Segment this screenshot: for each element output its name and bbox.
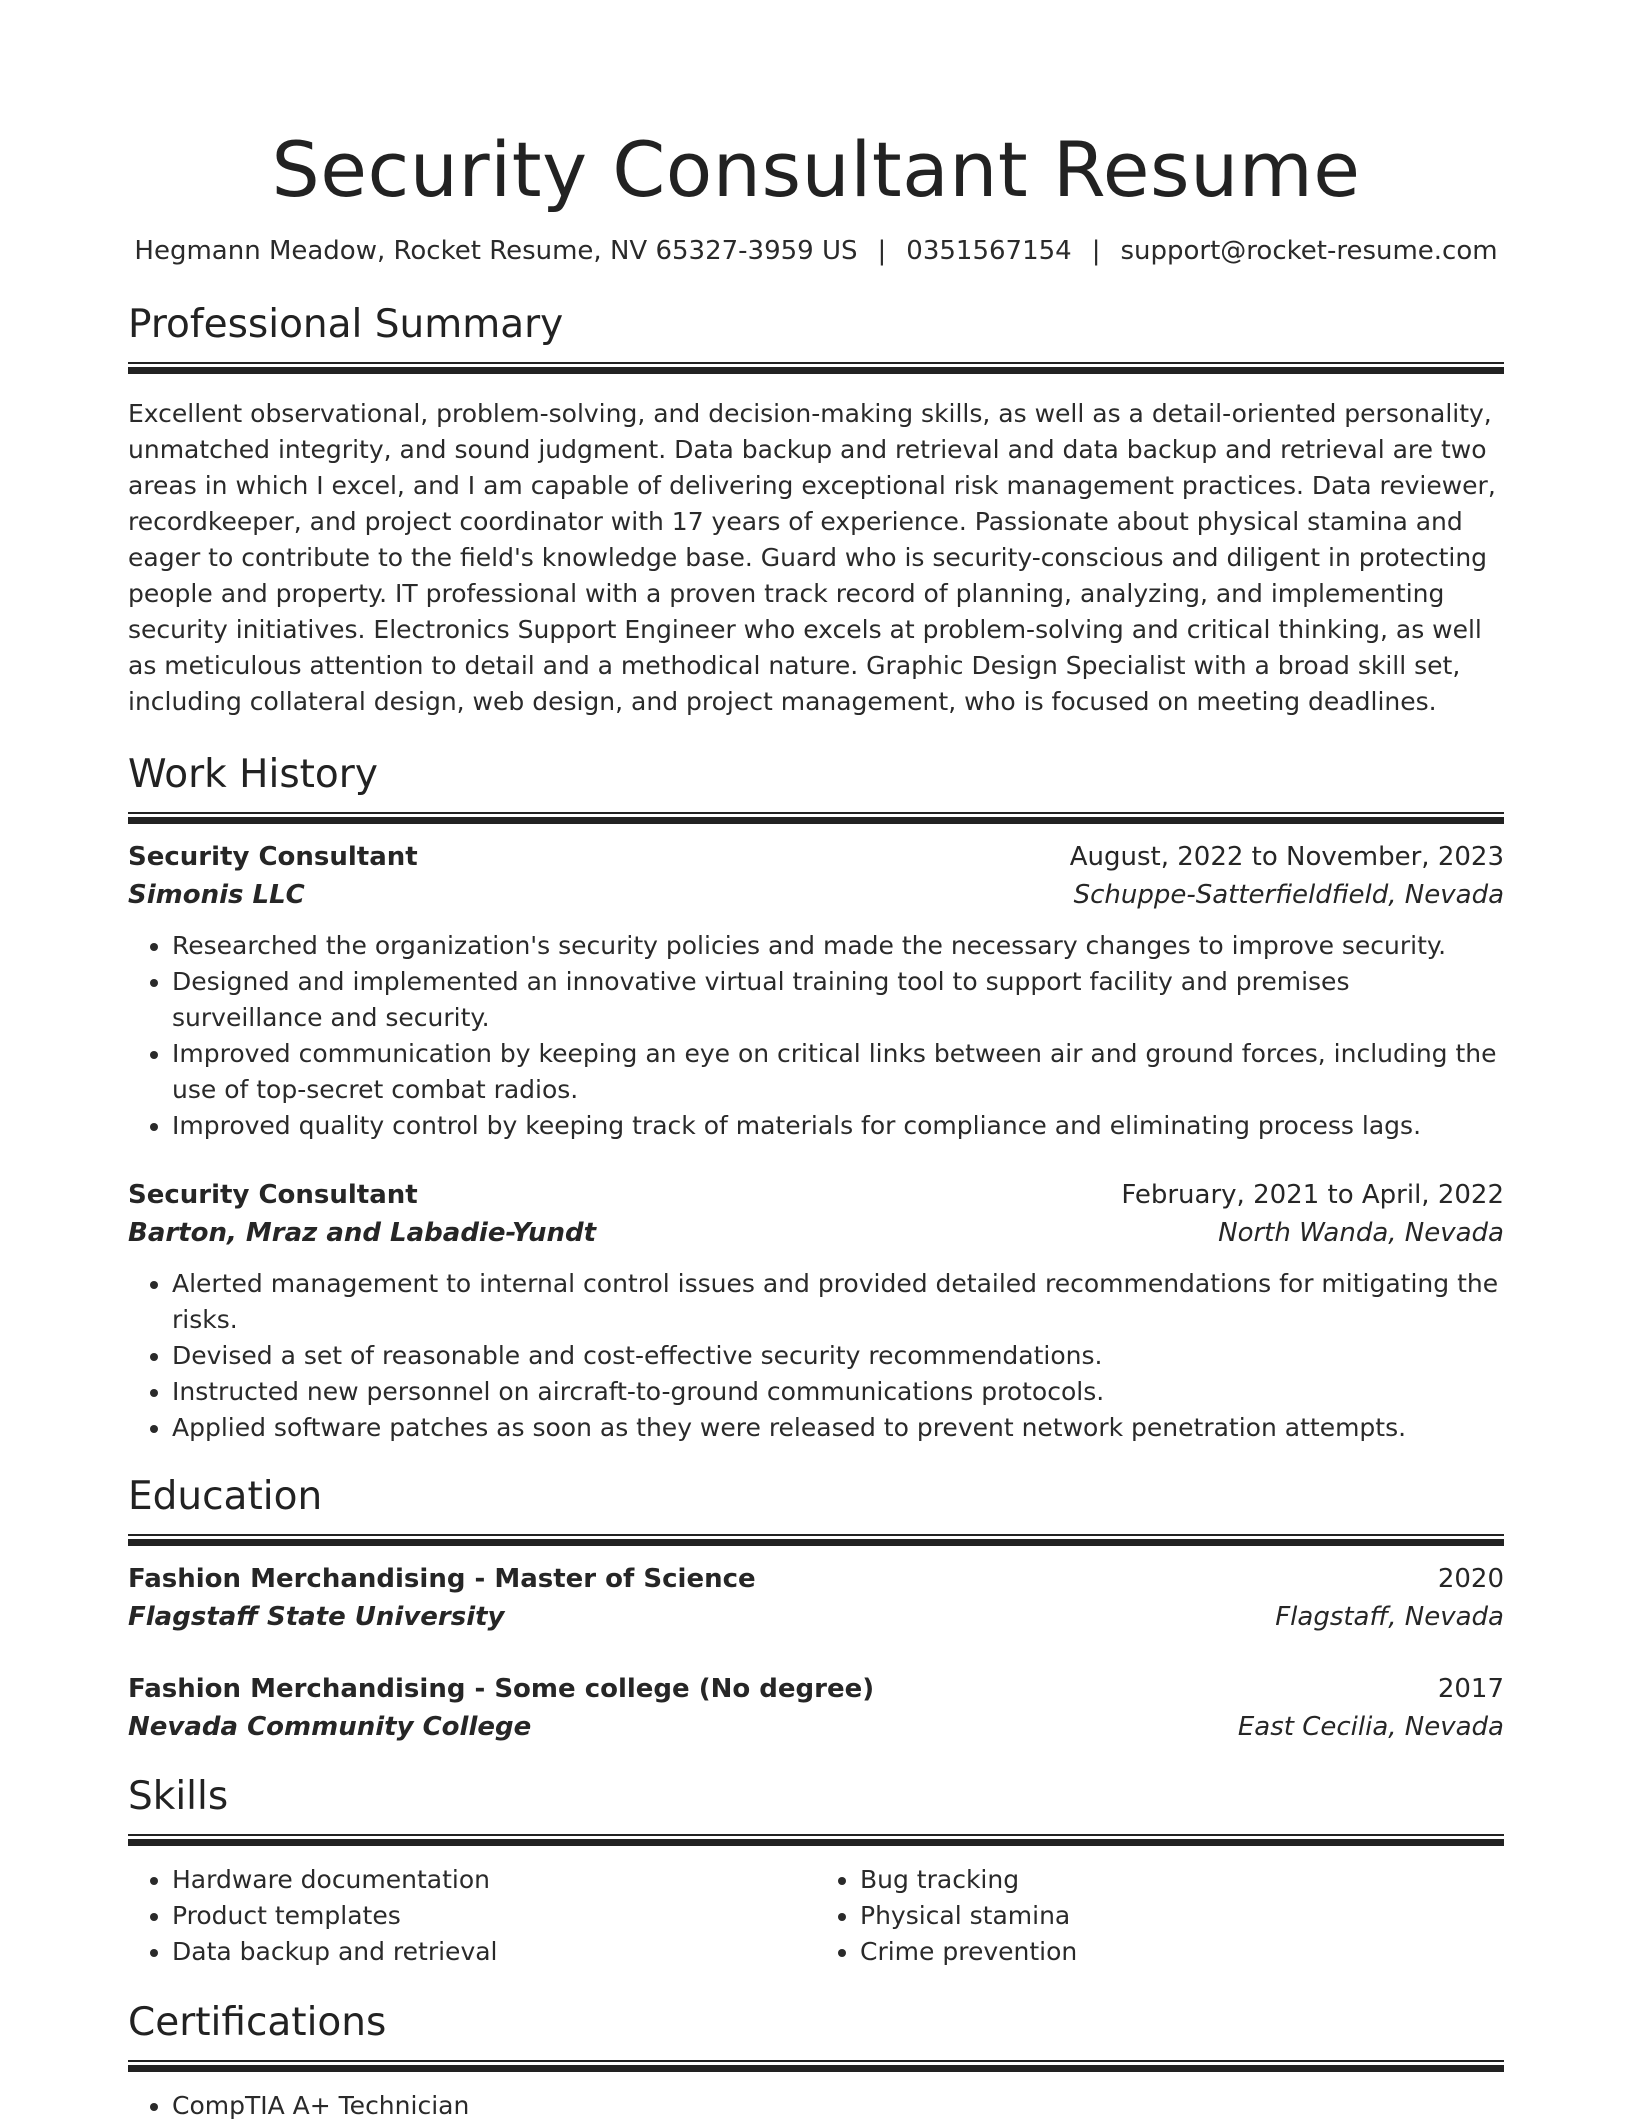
education-year: 2020 xyxy=(1437,1564,1504,1594)
contact-separator: | xyxy=(1091,236,1101,266)
skills-heading: Skills xyxy=(128,1774,229,1819)
education-header xyxy=(128,1670,1504,1708)
job-bullets xyxy=(128,928,1504,1144)
contact-address: Hegmann Meadow, Rocket Resume, NV 65327-3959 US xyxy=(134,236,858,266)
resume-page xyxy=(128,0,1504,2124)
list-item: • Bug tracking xyxy=(860,1862,1504,1898)
list-item: • Researched the organization's security policies and made the necessary changes to improve security. xyxy=(172,928,1504,964)
education-degree: Fashion Merchandising - Some college (No degree) xyxy=(128,1674,875,1704)
job-employer: Barton, Mraz and Labadie-Yundt xyxy=(128,1218,596,1248)
job-subheader xyxy=(128,876,1504,914)
list-item: • Devised a set of reasonable and cost-effective security recommendations. xyxy=(172,1338,1504,1374)
job-dates: August, 2022 to November, 2023 xyxy=(1069,842,1504,872)
education-location: Flagstaff, Nevada xyxy=(1275,1602,1504,1632)
job-bullets xyxy=(128,1266,1504,1446)
education-entry xyxy=(128,1670,1504,1746)
section-divider xyxy=(128,812,1504,824)
education-subheader xyxy=(128,1708,1504,1746)
section-divider xyxy=(128,1534,1504,1546)
education-header xyxy=(128,1560,1504,1598)
section-divider xyxy=(128,362,1504,374)
skills-columns xyxy=(128,1862,1504,1970)
list-item: • Physical stamina xyxy=(860,1898,1504,1934)
list-item: • Alerted management to internal control issues and provided detailed recommendations for mitigating the risks. xyxy=(172,1266,1504,1338)
contact-separator: | xyxy=(877,236,887,266)
contact-email: support@rocket-resume.com xyxy=(1120,236,1498,266)
list-item: • Applied software patches as soon as they were released to prevent network penetration attempts. xyxy=(172,1410,1504,1446)
job-subheader xyxy=(128,1214,1504,1252)
education-subheader xyxy=(128,1598,1504,1636)
list-item: • Data backup and retrieval xyxy=(172,1934,816,1970)
summary-section xyxy=(128,300,1504,720)
job-title: Security Consultant xyxy=(128,842,418,872)
job-title: Security Consultant xyxy=(128,1180,418,1210)
skills-list-left xyxy=(128,1862,816,1970)
list-item: • Improved quality control by keeping track of materials for compliance and eliminating process lags. xyxy=(172,1108,1504,1144)
education-school: Flagstaff State University xyxy=(128,1602,505,1632)
skills-section xyxy=(128,1772,1504,1970)
education-school: Nevada Community College xyxy=(128,1712,532,1742)
certifications-list xyxy=(128,2088,1504,2124)
list-item: • Crime prevention xyxy=(860,1934,1504,1970)
list-item: • Designed and implemented an innovative virtual training tool to support facility and premises surveillance and security. xyxy=(172,964,1504,1036)
list-item: • Improved communication by keeping an eye on critical links between air and ground forces, including the use of top-secret combat radios. xyxy=(172,1036,1504,1108)
job-location: Schuppe-Satterfieldfield, Nevada xyxy=(1073,880,1504,910)
job-dates: February, 2021 to April, 2022 xyxy=(1121,1180,1504,1210)
education-degree: Fashion Merchandising - Master of Science xyxy=(128,1564,756,1594)
work-history-heading: Work History xyxy=(128,752,378,797)
list-item: • Instructed new personnel on aircraft-to-ground communications protocols. xyxy=(172,1374,1504,1410)
list-item: • Product templates xyxy=(172,1898,816,1934)
resume-title: Security Consultant Resume xyxy=(271,125,1361,214)
job-entry xyxy=(128,1176,1504,1446)
education-location: East Cecilia, Nevada xyxy=(1237,1712,1504,1742)
job-employer: Simonis LLC xyxy=(128,880,305,910)
contact-line xyxy=(128,234,1504,268)
job-location: North Wanda, Nevada xyxy=(1218,1218,1504,1248)
section-divider xyxy=(128,1834,1504,1846)
certifications-section xyxy=(128,1998,1504,2124)
education-heading: Education xyxy=(128,1474,323,1519)
job-header xyxy=(128,838,1504,876)
contact-phone: 0351567154 xyxy=(906,236,1072,266)
list-item: • CompTIA A+ Technician xyxy=(172,2088,1504,2124)
job-entry xyxy=(128,838,1504,1144)
job-header xyxy=(128,1176,1504,1214)
summary-text: Excellent observational, problem-solving, and decision-making skills, as well as a detail-oriented personality, unmatched integrity, and sound judgment. Data backup and retrieval and data backup and retrieval are two areas in which I excel, and I am capable of delivering exceptional risk management practices. Data reviewer, recordkeeper, and project coordinator with 17 years of experience. Passionate about physical stamina and eager to contribute to the field's knowledge base. Guard who is security-conscious and diligent in protecting people and property. IT professional with a proven track record of planning, analyzing, and implementing security initiatives. Electronics Support Engineer who excels at problem-solving and critical thinking, as well as meticulous attention to detail and a methodical nature. Graphic Design Specialist with a broad skill set, including collateral design, web design, and project management, who is focused on meeting deadlines. xyxy=(128,399,1496,716)
education-section xyxy=(128,1472,1504,1746)
education-year: 2017 xyxy=(1437,1674,1504,1704)
certifications-heading: Certifications xyxy=(128,2000,387,2045)
skills-list-right xyxy=(816,1862,1504,1970)
summary-heading: Professional Summary xyxy=(128,302,564,347)
section-divider xyxy=(128,2060,1504,2072)
education-entry xyxy=(128,1560,1504,1636)
work-history-section xyxy=(128,750,1504,1446)
list-item: • Hardware documentation xyxy=(172,1862,816,1898)
